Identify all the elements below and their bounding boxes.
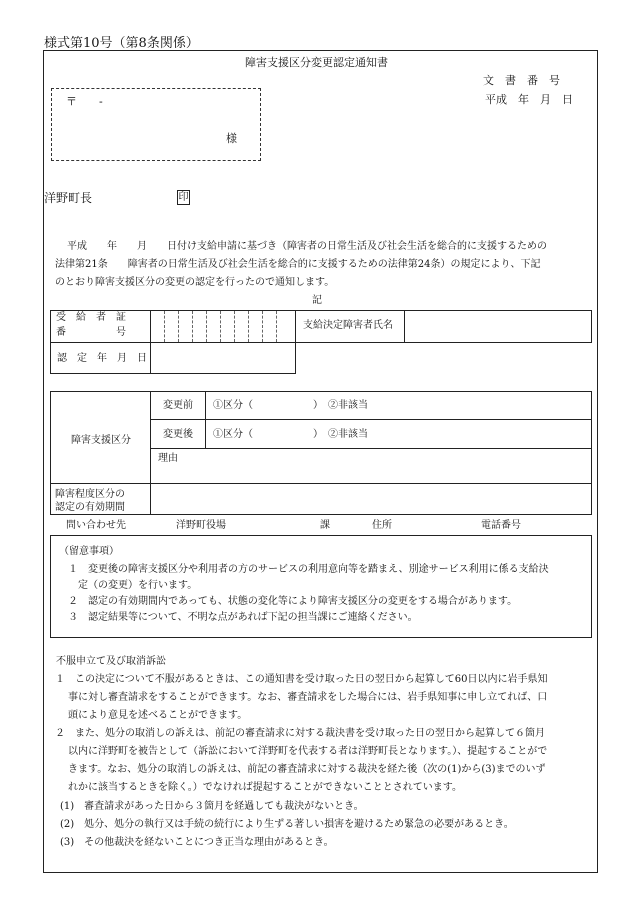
recipient-name-label: 支給決定障害者氏名 [303,320,393,331]
contact-phone: 電話番号 [481,520,521,531]
note-2: ２ 認定の有効期間内であっても、状態の変化等により障害支援区分の変更をする場合があります。 [68,596,518,607]
appeal-p1a: １ この決定について不服があるときは、この通知書を受け取った日の翌日から起算して60日以内に岩手県知 [55,674,548,685]
note-1b: 定（の変更）を行います。 [78,580,198,591]
appeal-item-3: (3) その他裁決を経ないことにつき正当な理由があるとき。 [60,837,334,848]
postal-code: 〒 - [66,95,103,108]
reason-label: 理由 [158,453,178,464]
appeal-p2b: 以内に洋野町を被告として（訴訟において洋野町を代表する者は洋野町長となります。）、提起することがで [68,746,548,757]
appeal-p2a: ２ また、処分の取消しの訴えは、前記の審査請求に対する裁決書を受け取った日の翌日から起算して６箇月 [55,728,545,739]
appeal-title: 不服申立て及び取消訴訟 [56,656,166,667]
contact-section: 課 [320,520,330,531]
appeal-p2c: きます。なお、処分の取消しの訴えは、前記の審査請求に対する裁決を経た後（次の(1)から(3)までのいず [68,764,546,775]
notes-title: （留意事項） [59,546,119,557]
appeal-p2d: れかに該当するときを除く。）でなければ提起することができないこととされています。 [68,782,462,793]
category-label: 障害支援区分 [71,435,131,446]
document-title: 障害支援区分変更認定通知書 [245,56,388,69]
body-line-2: 法律第21条 障害者の日常生活及び社会生活を総合的に支援するための法律第24条）の規定により、下記 [55,259,541,270]
validity-label-1: 障害程度区分の [55,489,125,500]
form-number: 様式第10号（第8条関係） [44,36,199,51]
validity-label-2: 認定の有効期間 [55,502,125,513]
after-value: ①区分（ ） ②非該当 [213,429,368,440]
appeal-p1c: 頭により意見を述べることができます。 [68,710,248,721]
document-number-label: 文 書 番 号 [483,74,560,87]
issue-date-label: 平成 年 月 日 [485,93,573,106]
appeal-item-1: (1) 審査請求があった日から３箇月を経過しても裁決がないとき。 [60,801,364,812]
contact-office: 洋野町役場 [176,520,226,531]
before-label: 変更前 [163,400,193,411]
body-line-1: 平成 年 月 日付け支給申請に基づき（障害者の日常生活及び社会生活を総合的に支援するための [67,241,547,252]
ki-heading: 記 [312,295,322,306]
note-1a: １ 変更後の障害支援区分や利用者の方のサービスの利用意向等を踏まえ、別途サービス利用に係る支給決 [68,564,549,575]
recipient-number-label-2: 番 号 [56,327,126,338]
certification-date-label: 認 定 年 月 日 [57,353,147,364]
note-3: ３ 認定結果等について、不明な点があれば下記の担当課にご連絡ください。 [68,612,418,623]
recipient-number-label-1: 受 給 者 証 [56,312,126,323]
appeal-p1b: 事に対し審査請求をすることができます。なお、審査請求をした場合には、岩手県知事に申し立てれば、口 [68,692,548,703]
before-value: ①区分（ ） ②非該当 [213,400,368,411]
contact-label: 問い合わせ先 [66,520,126,531]
body-line-3: のとおり障害支援区分の変更の認定を行ったので通知します。 [55,277,335,288]
recipient-honorific: 様 [226,132,237,145]
after-label: 変更後 [163,429,193,440]
contact-address: 住所 [372,520,392,531]
seal-stamp: 印 [178,192,189,203]
issuer-name: 洋野町長 [44,191,93,205]
appeal-item-2: (2) 処分、処分の執行又は手続の続行により生ずる著しい損害を避けるため緊急の必要があるとき。 [60,819,514,830]
